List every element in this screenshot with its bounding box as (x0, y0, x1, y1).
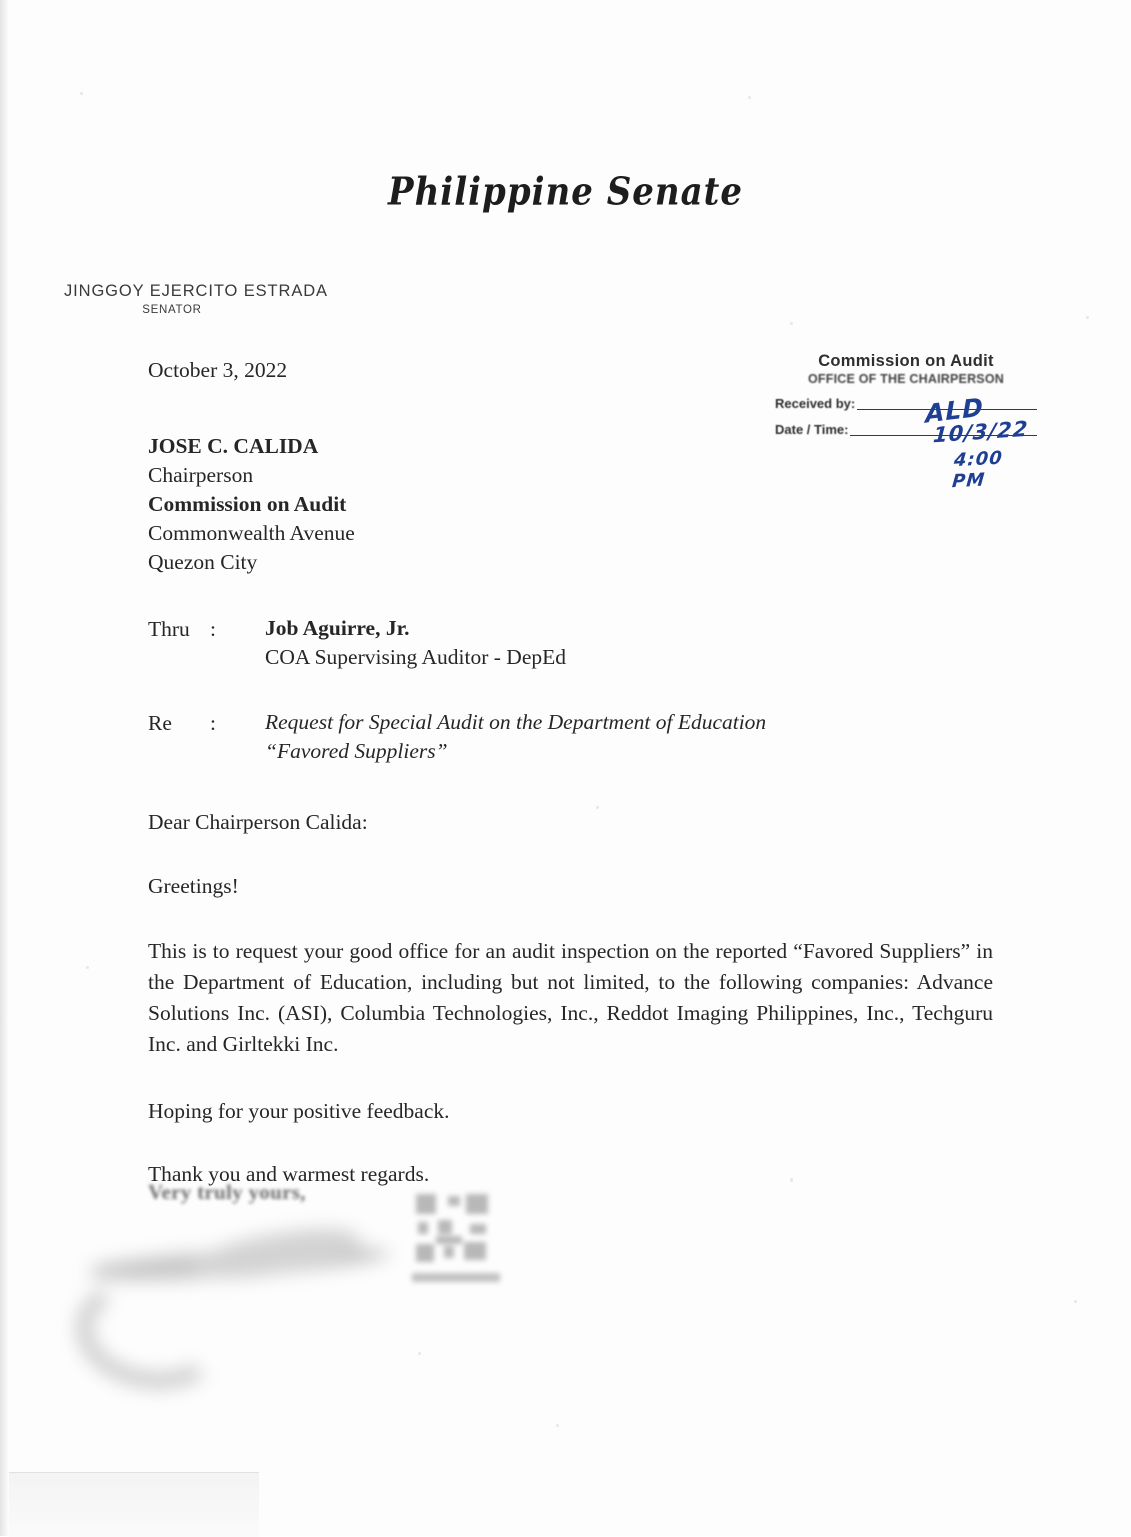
qr-caption-bar (412, 1273, 500, 1282)
signature-stroke (188, 1222, 362, 1285)
paper-speck (80, 92, 83, 95)
re-subject-line-1: Request for Special Audit on the Department of Education (265, 710, 767, 735)
scan-left-edge-artifact (0, 0, 9, 1536)
closing-line-2: Thank you and warmest regards. (148, 1161, 430, 1186)
valediction: Very truly yours, (148, 1180, 306, 1204)
paper-speck (556, 1424, 559, 1427)
qr-module (464, 1242, 486, 1260)
scan-bottom-shadow-artifact (9, 1472, 259, 1537)
qr-module (418, 1222, 428, 1234)
salutation: Dear Chairperson Calida: (148, 809, 368, 834)
re-label: Re (148, 711, 172, 736)
addressee-organization: Commission on Audit (148, 491, 347, 516)
qr-module (436, 1236, 462, 1244)
paper-speck (748, 96, 751, 99)
addressee-position: Chairperson (148, 462, 254, 487)
paper-speck (1074, 1300, 1077, 1303)
paper-speck (1086, 316, 1089, 319)
qr-module (416, 1244, 434, 1262)
qr-module (448, 1196, 460, 1206)
handwritten-initials: ALD (924, 392, 985, 429)
addressee-address-line-2: Quezon City (148, 550, 258, 575)
stamp-office: OFFICE OF THE CHAIRPERSON (808, 372, 1004, 386)
thru-colon: : (210, 616, 216, 641)
signature-zone (60, 1168, 530, 1378)
stamp-organization: Commission on Audit (818, 352, 994, 370)
qr-code-blurred (412, 1190, 500, 1286)
letterhead-title: Philippine Senate (388, 169, 743, 215)
addressee-address-line-1: Commonwealth Avenue (148, 521, 355, 546)
body-paragraph: This is to request your good office for an audit inspection on the reported “Favored Suppliers” in the Department of Education, including but not limited, to the following companies: Advance Solutions Inc. (ASI), Columbia Technologies, Inc., Reddot Imaging Philippines, Inc., Techguru Inc. and Girltekki Inc. (148, 938, 993, 1057)
letterhead (0, 169, 1131, 215)
qr-module (416, 1194, 436, 1214)
thru-position: COA Supervising Auditor - DepEd (265, 644, 566, 669)
signature-blurred (70, 1220, 400, 1350)
handwritten-time: 4:00 PM (951, 447, 1004, 493)
qr-module (470, 1224, 486, 1234)
re-block (148, 708, 993, 766)
stamp-date-time-label: Date / Time: (775, 422, 849, 437)
signature-stroke (69, 1268, 235, 1398)
addressee-name: JOSE C. CALIDA (148, 433, 319, 458)
addressee-block (148, 432, 993, 578)
re-subject-line-2: “Favored Suppliers” (265, 739, 448, 764)
greeting: Greetings! (148, 874, 239, 899)
qr-module (466, 1194, 488, 1214)
handwritten-date: 10/3/22 (932, 416, 1030, 448)
sender-title: SENATOR (142, 304, 202, 316)
letter-date: October 3, 2022 (148, 358, 288, 382)
sender-name: JINGGOY EJERCITO ESTRADA (64, 282, 328, 300)
re-subject (265, 708, 766, 766)
sender-block (64, 282, 328, 316)
thru-block (148, 614, 993, 672)
stamp-received-by-label: Received by: (775, 396, 856, 411)
letter-body (148, 355, 993, 1211)
re-colon: : (210, 711, 216, 736)
thru-name: Job Aguirre, Jr. (265, 615, 410, 640)
paper-speck (86, 966, 89, 969)
thru-value (265, 614, 566, 672)
thru-label: Thru (148, 616, 190, 641)
closing-line-1: Hoping for your positive feedback. (148, 1099, 450, 1124)
qr-module (444, 1246, 454, 1258)
qr-module (438, 1220, 452, 1234)
paper-speck (790, 322, 793, 325)
